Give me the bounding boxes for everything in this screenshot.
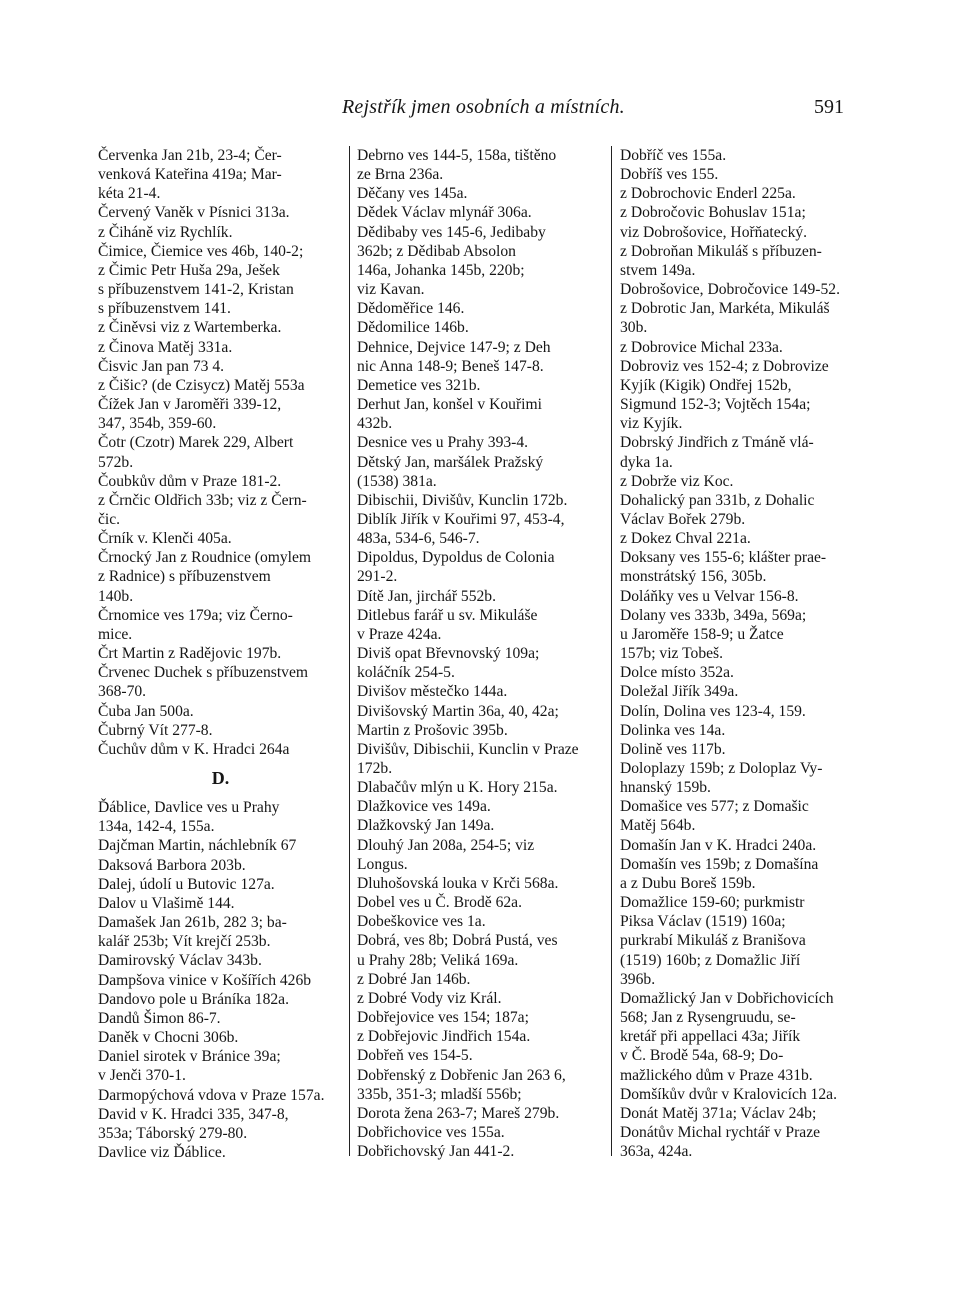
entry-line: Damašek Jan 261b, 282 3; ba- bbox=[98, 914, 287, 932]
index-column-1 bbox=[98, 146, 343, 1162]
entry-line: Dobřichovice ves 155a. bbox=[357, 1123, 505, 1141]
entry-line: Diblík Jiřík v Kouřimi 97, 453-4, bbox=[357, 510, 565, 528]
entry-line: Dlažkovský Jan 149a. bbox=[357, 817, 495, 835]
entry-line: Desnice ves u Prahy 393-4. bbox=[357, 434, 529, 452]
entry-line: u Jaroměře 158-9; u Žatce bbox=[620, 625, 784, 643]
entry-line: Diviš opat Břevnovský 109a; bbox=[357, 645, 540, 663]
index-entry bbox=[620, 242, 858, 280]
entry-line: z Radnice) s příbuzenstvem bbox=[98, 568, 271, 586]
entry-line: Dětský Jan, maršálek Pražský bbox=[357, 453, 544, 471]
entry-line: Dandovo pole u Bráníka 182a. bbox=[98, 990, 289, 1008]
index-entry bbox=[98, 875, 343, 894]
index-entry bbox=[357, 491, 607, 510]
entry-line: 291-2. bbox=[357, 568, 398, 586]
index-entry bbox=[98, 740, 343, 759]
entry-line: z Dobrže viz Koc. bbox=[620, 472, 734, 490]
index-entry bbox=[98, 1086, 343, 1105]
index-entry bbox=[357, 338, 607, 376]
entry-line: Črnocký Jan z Roudnice (omylem bbox=[98, 549, 312, 567]
index-entry bbox=[357, 587, 607, 606]
entry-line: z Dobročovic Bohuslav 151a; bbox=[620, 204, 806, 222]
entry-line: z Dobrovice Michal 233a. bbox=[620, 338, 783, 356]
index-entry bbox=[98, 203, 343, 222]
entry-line: (1538) 381a. bbox=[357, 472, 437, 490]
index-entry bbox=[98, 894, 343, 913]
entry-line: Dobel ves u Č. Brodě 62a. bbox=[357, 894, 523, 912]
entry-line: 335b, 351-3; mladší 556b; bbox=[357, 1085, 522, 1103]
entry-line: Dobřenský z Dobřenic Jan 263 6, bbox=[357, 1066, 566, 1084]
entry-line: Dlabačův mlýn u K. Hory 215a. bbox=[357, 779, 558, 797]
index-entry bbox=[357, 702, 607, 740]
entry-line: Ditlebus farář u sv. Mikuláše bbox=[357, 606, 538, 624]
index-entry bbox=[620, 702, 858, 721]
entry-line: viz Dobrošovice, Hořňatecký. bbox=[620, 223, 808, 241]
entry-line: Dandů Šimon 86-7. bbox=[98, 1009, 221, 1027]
entry-line: Damirovský Václav 343b. bbox=[98, 952, 262, 970]
entry-line: v Č. Brodě 54a, 68-9; Do- bbox=[620, 1047, 784, 1065]
entry-line: 362b; z Dědibab Absolon bbox=[357, 242, 516, 260]
index-entry bbox=[357, 874, 607, 893]
index-entry bbox=[98, 836, 343, 855]
entry-line: Červenka Jan 21b, 23-4; Čer- bbox=[98, 147, 282, 164]
entry-line: Piksa Václav (1519) 160a; bbox=[620, 913, 786, 931]
column-divider bbox=[349, 146, 350, 1156]
entry-line: Dobříč ves 155a. bbox=[620, 147, 727, 164]
entry-line: Dobrský Jindřich z Tmáně vlá- bbox=[620, 434, 814, 452]
entry-line: Davlice viz Ďáblice. bbox=[98, 1143, 226, 1161]
index-entry bbox=[357, 1123, 607, 1142]
entry-line: Dobřejovice ves 154; 187a; bbox=[357, 1009, 529, 1027]
entry-line: Dipoldus, Dypoldus de Colonia bbox=[357, 549, 555, 567]
index-column-3 bbox=[620, 146, 858, 1161]
entry-line: v Jenči 370-1. bbox=[98, 1067, 186, 1085]
index-entry bbox=[98, 702, 343, 721]
entry-line: 157b; viz Tobeš. bbox=[620, 645, 724, 663]
entry-line: z Dobré Jan 146b. bbox=[357, 970, 471, 988]
index-entry bbox=[357, 548, 607, 586]
index-entry bbox=[620, 548, 858, 586]
entry-line: 432b. bbox=[357, 415, 393, 433]
entry-line: 483a, 534-6, 546-7. bbox=[357, 530, 480, 548]
index-entry bbox=[357, 797, 607, 816]
index-entry bbox=[98, 644, 343, 663]
index-entry bbox=[357, 970, 607, 989]
entry-line: Václav Bořek 279b. bbox=[620, 510, 746, 528]
entry-line: Čuba Jan 500a. bbox=[98, 702, 194, 720]
entry-line: Dajčman Martin, náchlebník 67 bbox=[98, 837, 297, 855]
entry-line: z Dobroňan Mikuláš s příbuzen- bbox=[620, 242, 822, 260]
entry-line: Děčany ves 145a. bbox=[357, 185, 468, 203]
entry-line: Čubrný Vít 277-8. bbox=[98, 721, 213, 739]
entry-line: Dorota žena 263-7; Mareš 279b. bbox=[357, 1104, 560, 1122]
entry-line: ze Brna 236a. bbox=[357, 166, 444, 184]
entry-line: Dítě Jan, jirchář 552b. bbox=[357, 587, 497, 605]
index-entry bbox=[620, 989, 858, 1085]
entry-line: Dolany ves 333b, 349a, 569a; bbox=[620, 606, 807, 624]
entry-line: venková Kateřina 419a; Mar- bbox=[98, 166, 282, 184]
index-entry bbox=[98, 606, 343, 644]
index-entry bbox=[620, 280, 858, 299]
index-entry bbox=[620, 893, 858, 989]
index-entry bbox=[357, 836, 607, 874]
index-entry bbox=[98, 223, 343, 242]
index-entry bbox=[98, 1143, 343, 1162]
entry-line: z Dobrotic Jan, Markéta, Mikuláš bbox=[620, 300, 830, 318]
entry-line: u Prahy 28b; Veliká 169a. bbox=[357, 951, 519, 969]
entry-line: 146a, Johanka 145b, 220b; bbox=[357, 261, 525, 279]
index-entry bbox=[357, 1008, 607, 1046]
entry-line: Divišov městečko 144a. bbox=[357, 683, 508, 701]
entry-line: Dobřeň ves 154-5. bbox=[357, 1047, 473, 1065]
index-entry bbox=[620, 165, 858, 184]
entry-line: kalář 253b; Vít krejčí 253b. bbox=[98, 933, 271, 951]
index-entry bbox=[357, 203, 607, 222]
entry-line: z Črnčic Oldřich 33b; viz z Čern- bbox=[98, 491, 307, 509]
entry-line: Čotr (Czotr) Marek 229, Albert bbox=[98, 434, 294, 452]
index-entry bbox=[98, 146, 343, 203]
index-entry bbox=[620, 1104, 858, 1161]
index-entry bbox=[98, 338, 343, 357]
index-entry bbox=[620, 836, 858, 855]
index-entry bbox=[620, 433, 858, 471]
index-entry bbox=[357, 184, 607, 203]
index-entry bbox=[357, 893, 607, 912]
entry-line: Dobříš ves 155. bbox=[620, 166, 719, 184]
entry-line: Domašín Jan v K. Hradci 240a. bbox=[620, 836, 817, 854]
entry-line: purkrabí Mikuláš z Branišova bbox=[620, 932, 806, 950]
index-entry bbox=[98, 242, 343, 261]
entry-line: Domažlice 159-60; purkmistr bbox=[620, 894, 805, 912]
entry-line: Longus. bbox=[357, 855, 408, 873]
entry-line: Červený Vaněk v Písnici 313a. bbox=[98, 204, 290, 222]
entry-line: v Praze 424a. bbox=[357, 625, 442, 643]
index-entry bbox=[98, 971, 343, 990]
index-entry bbox=[357, 395, 607, 433]
index-entry bbox=[357, 931, 607, 969]
entry-line: Čisvic Jan pan 73 4. bbox=[98, 357, 225, 375]
index-entry bbox=[620, 146, 858, 165]
entry-line: Dědoměřice 146. bbox=[357, 300, 465, 318]
entry-line: Daksová Barbora 203b. bbox=[98, 856, 246, 874]
index-entry bbox=[98, 721, 343, 740]
index-entry bbox=[357, 223, 607, 300]
entry-line: 30b. bbox=[620, 319, 648, 337]
entry-line: Donát Matěj 371a; Václav 24b; bbox=[620, 1104, 817, 1122]
entry-line: kretář při appellaci 43a; Jiřík bbox=[620, 1028, 801, 1046]
index-entry bbox=[620, 1085, 858, 1104]
index-entry bbox=[357, 318, 607, 337]
entry-line: Doksany ves 155-6; klášter prae- bbox=[620, 549, 827, 567]
index-entry bbox=[98, 1105, 343, 1143]
entry-line: Črnomice ves 179a; viz Černo- bbox=[98, 606, 293, 624]
entry-line: Čuchův dům v K. Hradci 264a bbox=[98, 740, 290, 758]
index-entry bbox=[98, 1028, 343, 1047]
index-entry bbox=[620, 855, 858, 893]
entry-line: Doláňky ves u Velvar 156-8. bbox=[620, 587, 799, 605]
index-entry bbox=[620, 203, 858, 241]
entry-line: Dolinka ves 14a. bbox=[620, 721, 726, 739]
entry-line: Divišovský Martin 36a, 40, 42a; bbox=[357, 702, 559, 720]
entry-line: Demetice ves 321b. bbox=[357, 376, 481, 394]
index-entry bbox=[357, 606, 607, 644]
index-entry bbox=[620, 491, 858, 529]
index-entry bbox=[620, 472, 858, 491]
index-entry bbox=[357, 376, 607, 395]
index-entry bbox=[357, 510, 607, 548]
index-entry bbox=[357, 740, 607, 778]
index-entry bbox=[620, 721, 858, 740]
entry-line: Dědek Václav mlynář 306a. bbox=[357, 204, 532, 222]
index-entry bbox=[98, 395, 343, 433]
entry-line: Doležal Jiřík 349a. bbox=[620, 683, 739, 701]
index-entry bbox=[620, 338, 858, 357]
entry-line: Dluhošovská louka v Krči 568a. bbox=[357, 874, 559, 892]
entry-line: Dobroviz ves 152-4; z Dobrovize bbox=[620, 357, 829, 375]
entry-line: Dolině ves 117b. bbox=[620, 740, 726, 758]
page-header bbox=[0, 96, 960, 126]
entry-line: Črvenec Duchek s příbuzenstvem bbox=[98, 664, 309, 682]
index-entry bbox=[357, 816, 607, 835]
entry-line: Darmopýchová vdova v Praze 157a. bbox=[98, 1086, 325, 1104]
entry-line: s příbuzenstvem 141-2, Kristan bbox=[98, 281, 294, 299]
entry-line: mažlického dům v Praze 431b. bbox=[620, 1066, 813, 1084]
entry-line: z Činěvsi viz z Wartemberka. bbox=[98, 319, 282, 337]
entry-line: z Činova Matěj 331a. bbox=[98, 338, 233, 356]
entry-line: dyka 1a. bbox=[620, 453, 673, 471]
index-entry bbox=[357, 433, 607, 452]
index-entry bbox=[620, 663, 858, 682]
entry-line: Črt Martin z Radějovic 197b. bbox=[98, 645, 282, 663]
entry-line: (1519) 160b; z Domažlic Jiří bbox=[620, 951, 801, 969]
index-entry bbox=[98, 357, 343, 376]
index-entry bbox=[620, 184, 858, 203]
entry-line: monstrátský 156, 305b. bbox=[620, 568, 767, 586]
entry-line: z Dobrochovic Enderl 225a. bbox=[620, 185, 796, 203]
index-entry bbox=[98, 529, 343, 548]
entry-line: Dalej, údolí u Butovic 127a. bbox=[98, 875, 275, 893]
index-entry bbox=[357, 912, 607, 931]
entry-line: 396b. bbox=[620, 970, 656, 988]
index-entry bbox=[98, 472, 343, 491]
index-entry bbox=[357, 146, 607, 184]
entry-line: Dehnice, Dejvice 147-9; z Deh bbox=[357, 338, 551, 356]
entry-line: Dědibaby ves 145-6, Jedibaby bbox=[357, 223, 546, 241]
index-entry bbox=[357, 1066, 607, 1123]
entry-line: stvem 149a. bbox=[620, 261, 696, 279]
entry-line: Kyjík (Kigik) Ondřej 152b, bbox=[620, 376, 792, 394]
entry-line: Dibischii, Divišův, Kunclin 172b. bbox=[357, 491, 568, 509]
index-entry bbox=[98, 913, 343, 951]
running-title: Rejstřík jmen osobních a místních. bbox=[342, 96, 625, 118]
entry-line: Dobrá, ves 8b; Dobrá Pustá, ves bbox=[357, 932, 558, 950]
entry-line: koláčník 254-5. bbox=[357, 664, 455, 682]
index-entry bbox=[98, 318, 343, 337]
entry-line: Dobřichovský Jan 441-2. bbox=[357, 1143, 515, 1161]
entry-line: Čimice, Čiemice ves 46b, 140-2; bbox=[98, 242, 304, 260]
entry-line: viz Kyjík. bbox=[620, 415, 683, 433]
index-entry bbox=[620, 797, 858, 835]
index-entry bbox=[357, 1046, 607, 1065]
index-entry bbox=[98, 663, 343, 701]
index-entry bbox=[620, 682, 858, 701]
index-entry bbox=[98, 433, 343, 471]
entry-line: Doloplazy 159b; z Doloplaz Vy- bbox=[620, 760, 823, 777]
entry-line: 134a, 142-4, 155a. bbox=[98, 818, 215, 836]
index-entry bbox=[620, 587, 858, 606]
index-entry bbox=[620, 606, 858, 663]
entry-line: 172b. bbox=[357, 760, 393, 777]
entry-line: Dalov u Vlašimě 144. bbox=[98, 894, 235, 912]
entry-line: nic Anna 148-9; Beneš 147-8. bbox=[357, 357, 544, 375]
entry-line: Domšíkův dvůr v Kralovicích 12a. bbox=[620, 1085, 837, 1103]
entry-line: Donátův Michal rychtář v Praze bbox=[620, 1123, 821, 1141]
entry-line: 353a; Táborský 279-80. bbox=[98, 1124, 248, 1142]
index-entry bbox=[357, 453, 607, 491]
index-entry bbox=[98, 261, 343, 318]
entry-line: 363a, 424a. bbox=[620, 1143, 693, 1161]
index-entry bbox=[620, 299, 858, 337]
entry-line: Derhut Jan, konšel v Kouřimi bbox=[357, 396, 542, 414]
index-entry bbox=[620, 740, 858, 759]
entry-line: z Čiháně viz Rychlík. bbox=[98, 223, 233, 241]
index-entry bbox=[98, 376, 343, 395]
entry-line: 140b. bbox=[98, 587, 134, 605]
index-entry bbox=[98, 1047, 343, 1085]
entry-line: Debrno ves 144-5, 158a, tištěno bbox=[357, 147, 557, 164]
index-entry bbox=[620, 759, 858, 797]
index-entry bbox=[98, 856, 343, 875]
page-number: 591 bbox=[814, 96, 844, 118]
entry-line: Ďáblice, Davlice ves u Prahy bbox=[98, 799, 280, 817]
entry-line: 568; Jan z Rysengruudu, se- bbox=[620, 1009, 796, 1027]
index-entry bbox=[98, 548, 343, 605]
entry-line: a z Dubu Boreš 159b. bbox=[620, 874, 756, 892]
entry-line: z Dobré Vody viz Král. bbox=[357, 989, 502, 1007]
entry-line: Črník v. Klenči 405a. bbox=[98, 530, 232, 548]
entry-line: z Čišic? (de Czisycz) Matěj 553a bbox=[98, 376, 305, 394]
index-entry bbox=[357, 682, 607, 701]
entry-line: 572b. bbox=[98, 453, 134, 471]
entry-line: Dlažkovice ves 149a. bbox=[357, 798, 491, 816]
entry-line: Dobrošovice, Dobročovice 149-52. bbox=[620, 281, 840, 299]
index-entry bbox=[98, 798, 343, 836]
entry-line: Čížek Jan v Jaroměři 339-12, bbox=[98, 396, 282, 414]
entry-line: Domašice ves 577; z Domašic bbox=[620, 798, 809, 816]
index-entry bbox=[357, 778, 607, 797]
entry-line: Martin z Prošovic 395b. bbox=[357, 721, 508, 739]
entry-line: kéta 21-4. bbox=[98, 185, 161, 203]
entry-line: 368-70. bbox=[98, 683, 147, 701]
entry-line: hnanský 159b. bbox=[620, 779, 711, 797]
index-entry bbox=[357, 299, 607, 318]
index-entry bbox=[98, 1009, 343, 1028]
index-entry bbox=[357, 644, 607, 682]
entry-line: mice. bbox=[98, 625, 133, 643]
entry-line: z Dokez Chval 221a. bbox=[620, 530, 751, 548]
entry-line: s příbuzenstvem 141. bbox=[98, 300, 231, 318]
index-entry bbox=[98, 491, 343, 529]
index-entry bbox=[357, 989, 607, 1008]
entry-line: Dolce místo 352a. bbox=[620, 664, 734, 682]
index-entry bbox=[98, 990, 343, 1009]
entry-line: Daněk v Chocni 306b. bbox=[98, 1029, 239, 1047]
entry-line: čic. bbox=[98, 510, 121, 528]
entry-line: Dědomilice 146b. bbox=[357, 319, 469, 337]
entry-line: Dohalický pan 331b, z Dohalic bbox=[620, 491, 815, 509]
index-entry bbox=[357, 1142, 607, 1161]
index-entry bbox=[620, 357, 858, 434]
entry-line: Daniel sirotek v Bránice 39a; bbox=[98, 1048, 281, 1066]
entry-line: Čoubkův dům v Praze 181-2. bbox=[98, 472, 282, 490]
entry-line: Sigmund 152-3; Vojtěch 154a; bbox=[620, 396, 811, 414]
entry-line: Domašín ves 159b; z Domašína bbox=[620, 855, 819, 873]
section-letter: D. bbox=[211, 768, 230, 788]
entry-line: Dolín, Dolina ves 123-4, 159. bbox=[620, 702, 806, 720]
entry-line: 347, 354b, 359-60. bbox=[98, 415, 217, 433]
index-entry bbox=[620, 529, 858, 548]
index-entry bbox=[98, 951, 343, 970]
entry-line: Divišův, Dibischii, Kunclin v Praze bbox=[357, 740, 579, 758]
entry-line: David v K. Hradci 335, 347-8, bbox=[98, 1105, 289, 1123]
entry-line: Domažlický Jan v Dobřichovicích bbox=[620, 989, 834, 1007]
entry-line: Matěj 564b. bbox=[620, 817, 696, 835]
index-column-2 bbox=[357, 146, 607, 1161]
entry-line: z Dobřejovic Jindřich 154a. bbox=[357, 1028, 531, 1046]
entry-line: Dampšova vinice v Košířích 426b bbox=[98, 971, 312, 989]
entry-line: Dobeškovice ves 1a. bbox=[357, 913, 486, 931]
entry-line: viz Kavan. bbox=[357, 281, 425, 299]
entry-line: Dlouhý Jan 208a, 254-5; viz bbox=[357, 836, 535, 854]
column-divider bbox=[611, 146, 612, 1156]
entry-line: z Čimic Petr Huša 29a, Ješek bbox=[98, 261, 280, 279]
